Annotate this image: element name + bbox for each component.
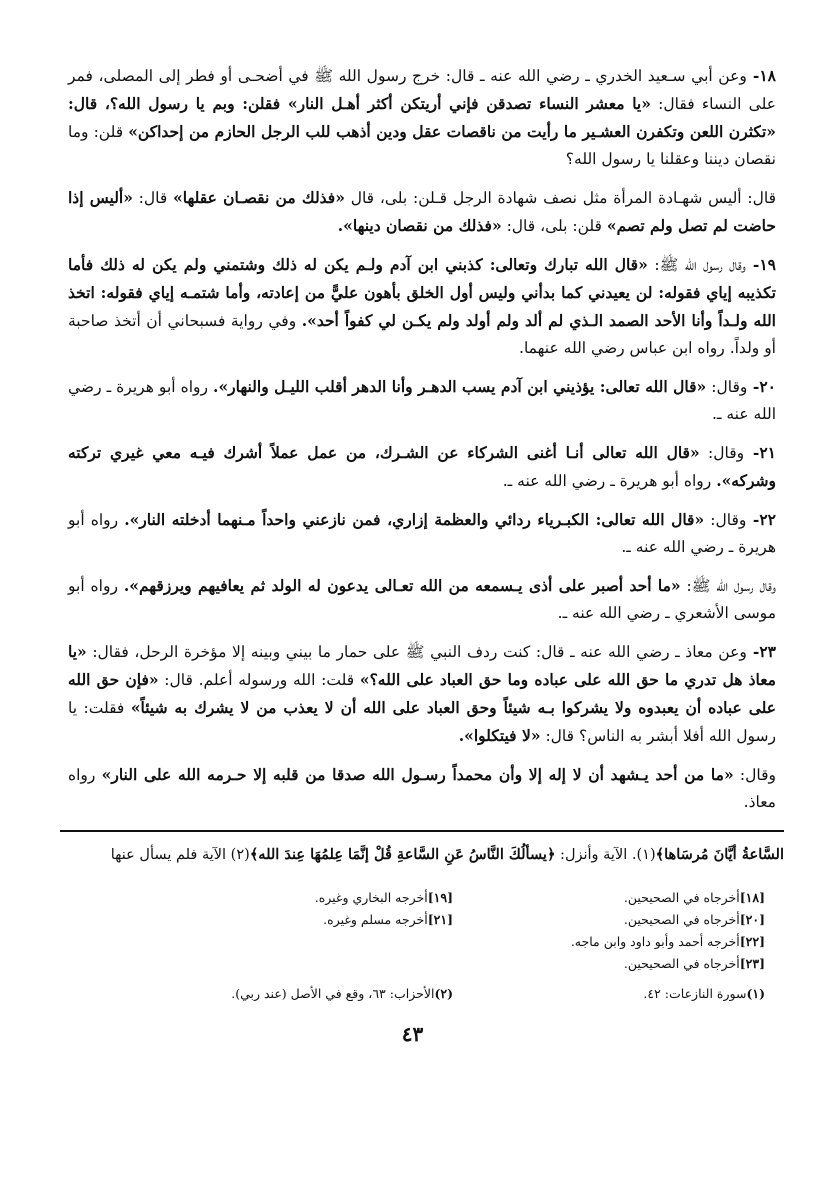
narration-text: وقال:: [706, 378, 748, 396]
footnote-note-2: [231, 986, 453, 1002]
quoted-text: ١٨-: [746, 66, 776, 85]
hadith-22-second: [68, 572, 776, 627]
quoted-text: ٢٢-: [746, 510, 776, 529]
footnote-ref: [٢١]: [427, 912, 453, 927]
footnote-18: [624, 890, 765, 906]
hadith-body: [68, 62, 776, 816]
footnote-note-1: [643, 986, 765, 1002]
footnote-19: [315, 890, 453, 906]
narration-text: وعن أبي سـعيد الخدري ـ رضي الله عنه ـ قال: خرج رسول الله ﷺ في أضحـى أو فطر إلى المصلى، فمر على النساء فقال:: [68, 67, 776, 113]
footnote-23: [624, 956, 765, 972]
footnote-text: أخرجاه في الصحيحين.: [623, 890, 740, 905]
hadith-18-continued: [68, 184, 776, 240]
footnote-ref: [١٩]: [427, 890, 453, 905]
quoted-text: «قال الله تعالى: الكبـرياء ردائي والعظمة إزاري، فمن نازعني واحداً مـنهما أدخلته النار».: [124, 510, 705, 529]
footnote-21: [323, 912, 453, 928]
quoted-text: ٢١-: [744, 443, 776, 462]
hadith-21: [68, 439, 776, 495]
hadith-23: [68, 638, 776, 750]
hadith-18: [68, 62, 776, 173]
narration-text: رواه أبو هريرة ـ رضي الله عنه ـ.: [502, 472, 717, 490]
page-number: ٤٣: [401, 1022, 424, 1046]
hadith-23-second: [68, 761, 776, 816]
narration-text: فقلت: يا رسول الله أفلا أبشر به الناس؟ قال:: [68, 699, 776, 745]
narration-text: (١): [636, 847, 656, 863]
hadith-22: [68, 506, 776, 561]
footnote-carryover-text: [68, 842, 784, 868]
footnote-text: أخرجه مسلم وغيره.: [323, 912, 428, 927]
narration-text: قلن: وما نقصان ديننا وعقلنا يا رسول الله؟: [68, 123, 776, 168]
narration-text: وعن معاذ ـ رضي الله عنه ـ قال: كنت ردف النبي ﷺ على حمار ما بيني وبينه إلا مؤخرة الرحل، فقال:: [86, 643, 747, 661]
hadith-19: [68, 251, 776, 362]
quoted-text: «قال الله تبارك وتعالى: كذبني ابن آدم ولـم يكن له ذلك وشتمني ولم يكن له ذلك فأما تكذيبه إياي فقوله: لن يعيدني كما بدأني وليس أول الخلق بأهون عليًّ من إعادته، وأما شتمـه إياي فقوله: اتخذ الله ولـداً وأنا الأحد الصمد الـذي لم ألد ولم أولد ولم يكـن لي كفواً أحد».: [68, 255, 776, 330]
quoted-text: «قال الله تعالى: يؤذيني ابن آدم يسب الدهـر وأنا الدهر أقلب الليـل والنهار».: [213, 377, 707, 396]
footnote-text: سورة النازعات: ٤٢.: [643, 986, 747, 1001]
narration-text: رواه معاذ.: [68, 766, 776, 811]
narration-text: وقال رسول الله ﷺ:: [680, 577, 776, 595]
narration-text: رواه أبو هريرة ـ رضي الله عنه ـ.: [68, 378, 776, 423]
quoted-text: «فذلك من نقصان دينها».: [337, 216, 502, 235]
narration-text: وقال:: [699, 444, 745, 462]
narration-text: وقال:: [704, 511, 747, 529]
footnote-20: [624, 912, 765, 928]
narration-text: وقال رسول الله ﷺ:: [647, 256, 746, 274]
quoted-text: «ما أحد أصبر على أذى يـسمعه من الله تعـالى يدعون له الولد ثم يعافيهم ويرزقهم».: [123, 576, 681, 595]
narration-text: قال: أليس شهـادة المرأة مثل نصف شهادة الرجل قـلن: بلى، قال: [344, 189, 776, 207]
narration-text: رواه أبو موسى الأشعري ـ رضي الله عنه ـ.: [68, 577, 776, 622]
narration-text: . الآية وأنزل:: [555, 847, 637, 863]
narration-text: (٢): [230, 847, 250, 863]
narration-text: قلت: الله ورسوله أعلم. قال:: [158, 671, 360, 689]
quoted-text: السَّاعةُ أيَّانَ مُرسَاها﴾: [655, 846, 784, 863]
quoted-text: «أليس إذا حاضت لم تصل ولم تصم»: [68, 188, 776, 235]
narration-text: رواه أبو هريرة ـ رضي الله عنه ـ.: [68, 511, 776, 556]
quoted-text: «يا معشر النساء تصدقن فإني أريتكن أكثر أهـل النار» فقلن: وبم يا رسول الله؟، قال: «تكثرن اللعن وتكفرن العشـير ما رأيت من ناقصات عقل ودين أذهب للب الرجل الحازم من إحداكن»: [68, 94, 776, 141]
narration-text: قلن: بلى، قال:: [501, 217, 607, 235]
quoted-text: «فإن حق الله على عباده أن يعبدوه ولا يشركوا بـه شيئاً وحق العباد على الله أن لا يعذب من لا يشرك به شيئاً»: [68, 670, 777, 717]
footnote-ref: [٢٣]: [739, 956, 765, 971]
footnote-ref: (١): [746, 986, 765, 1001]
footnote-text: أخرجاه في الصحيحين.: [623, 956, 740, 971]
quoted-text: «قال الله تعالى أنـا أغنى الشركاء عن الشـرك، من عمل عملاً أشرك فيـه معي غيري تركته وشركه».: [68, 443, 776, 490]
quoted-text: «فذلك من نقصـان عقلها»: [173, 188, 345, 207]
footnote-ref: [١٨]: [739, 890, 765, 905]
footnote-divider: [60, 830, 784, 832]
quoted-text: «ما من أحد يـشهد أن لا إله إلا وأن محمداً رسـول الله صدقا من قلبه إلا حـرمه الله على النار»: [101, 765, 734, 784]
footnote-ref: [٢٠]: [739, 912, 765, 927]
footnote-text: أخرجه البخاري وغيره.: [314, 890, 428, 905]
footnote-22: [571, 934, 765, 950]
quoted-text: ٢٣-: [746, 642, 776, 661]
quoted-text: «لا فيتكلوا».: [458, 726, 541, 745]
narration-text: قال:: [132, 189, 174, 207]
quoted-text: «يا معاذ هل تدري ما حق الله على عباده وما حق العباد على الله؟»: [68, 642, 776, 689]
narration-text: وقال:: [733, 766, 776, 784]
footnote-ref: [٢٢]: [739, 934, 765, 949]
narration-text: الآية فلم يسأل عنها: [110, 847, 231, 863]
quoted-text: ١٩-: [745, 255, 776, 274]
quoted-text: ﴿يسألُكَ النَّاسُ عَنِ السَّاعةِ قُلْ إنَّمَا عِلمُهَا عِندَ الله﴾: [249, 846, 556, 863]
footnote-text: أخرجه أحمد وأبو داود وابن ماجه.: [570, 934, 740, 949]
footnote-text: الأحزاب: ٦٣، وقع في الأصل (عند ربي).: [231, 986, 435, 1001]
narration-text: وفي رواية فسبحاني أن أتخذ صاحبة أو ولداً. رواه ابن عباس رضي الله عنهما.: [68, 312, 776, 357]
footnote-ref: (٢): [434, 986, 453, 1001]
hadith-20: [68, 373, 776, 428]
footnote-text: أخرجاه في الصحيحين.: [623, 912, 740, 927]
quoted-text: ٢٠-: [747, 377, 776, 396]
